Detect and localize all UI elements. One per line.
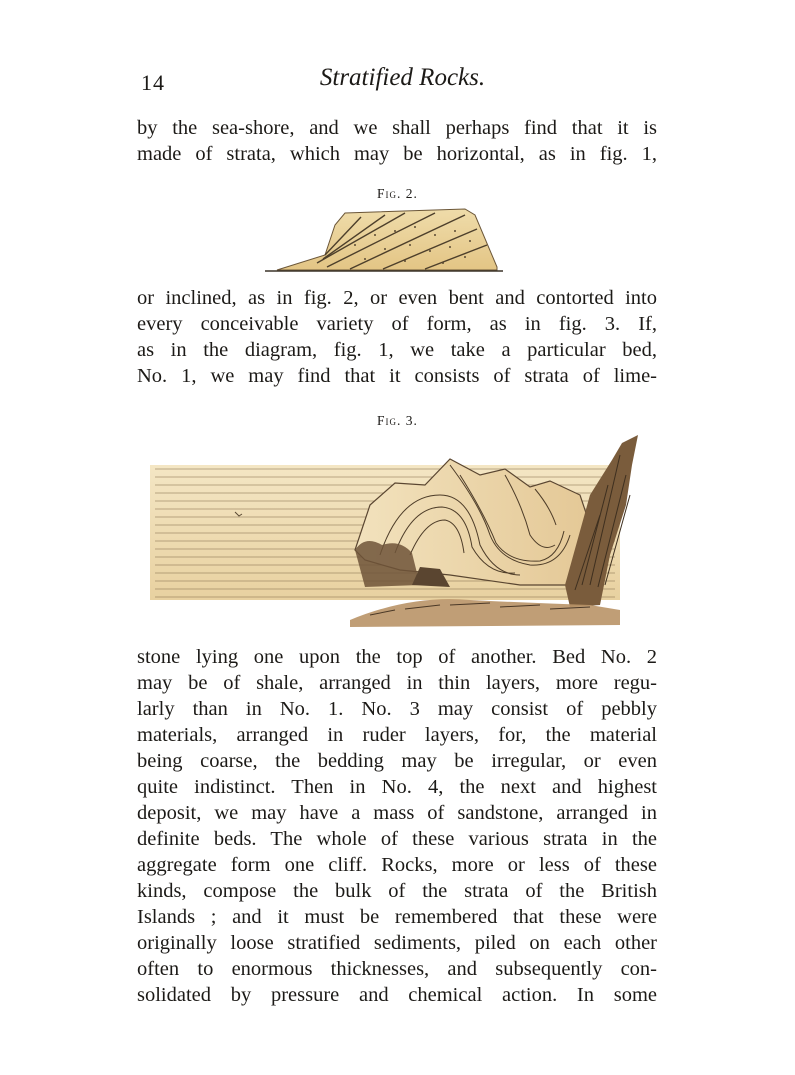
text-line: or inclined, as in fig. 2, or even bent and contorted into (137, 287, 657, 309)
text-line: may be of shale, arranged in thin layers, more regu- (137, 672, 657, 694)
text-line: being coarse, the bedding may be irregular, or even (137, 750, 657, 772)
text-line: quite indistinct. Then in No. 4, the next and highest (137, 776, 657, 798)
paragraph-3 (137, 644, 657, 1008)
text-line: definite beds. The whole of these various strata in the (137, 828, 657, 850)
text-line: made of strata, which may be horizontal, as in fig. 1, (137, 143, 657, 165)
figure-2-illustration (265, 205, 505, 275)
text-line: every conceivable variety of form, as in fig. 3. If, (137, 313, 657, 335)
text-line: kinds, compose the bulk of the strata of the British (137, 880, 657, 902)
figure-3-illustration (150, 435, 650, 630)
text-line: materials, arranged in ruder layers, for, the material (137, 724, 657, 746)
running-title: Stratified Rocks. (319, 64, 486, 91)
paragraph-1 (137, 115, 657, 167)
text-line: originally loose stratified sediments, piled on each other (137, 932, 657, 954)
text-line: Islands ; and it must be remembered that these were (137, 906, 657, 928)
page-number: 14 (141, 70, 165, 95)
text-line: solidated by pressure and chemical action. In some (137, 984, 657, 1006)
text-line: No. 1, we may find that it consists of strata of lime- (137, 365, 657, 387)
figure-3-caption: Fig. 3. (377, 413, 418, 428)
text-line: larly than in No. 1. No. 3 may consist of pebbly (137, 698, 657, 720)
paragraph-2 (137, 285, 657, 389)
text-line: deposit, we may have a mass of sandstone, arranged in (137, 802, 657, 824)
figure-2-caption: Fig. 2. (377, 186, 418, 201)
text-line: stone lying one upon the top of another. Bed No. 2 (137, 646, 657, 668)
text-line: aggregate form one cliff. Rocks, more or less of these (137, 854, 657, 876)
text-line: as in the diagram, fig. 1, we take a particular bed, (137, 339, 657, 361)
text-line: by the sea-shore, and we shall perhaps find that it is (137, 117, 657, 139)
text-line: often to enormous thicknesses, and subsequently con- (137, 958, 657, 980)
